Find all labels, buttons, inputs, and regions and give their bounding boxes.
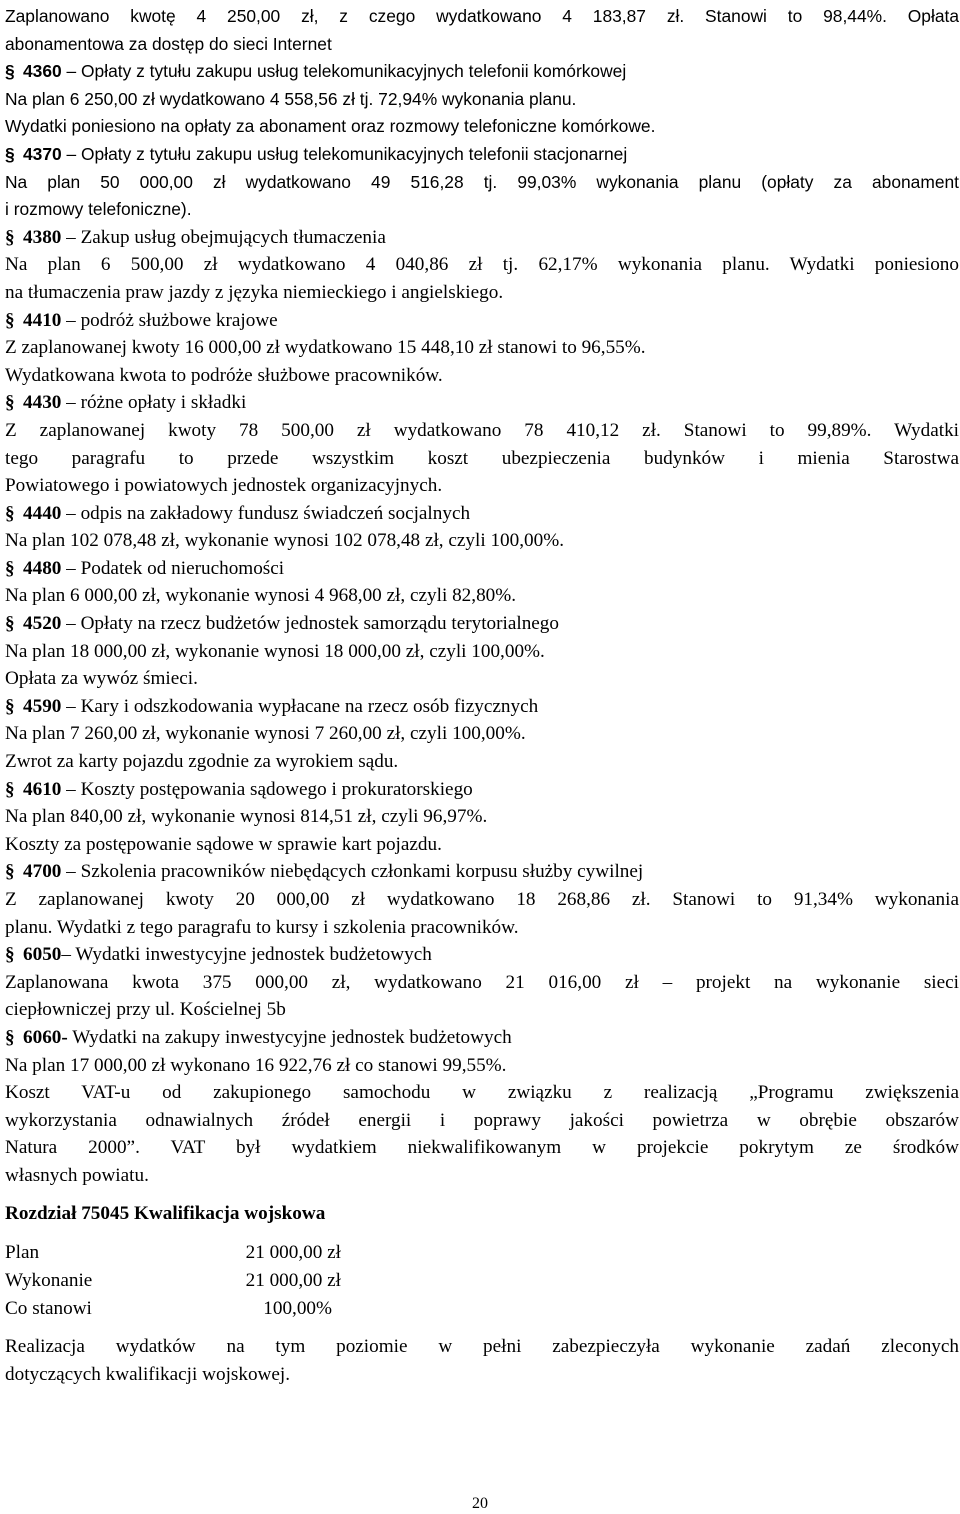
chapter-title: Rozdział 75045 Kwalifikacja wojskowa [5,1202,326,1224]
paragraph-code: 4360 [23,61,62,82]
paragraph-code: 4440 [23,502,62,524]
page-number: 20 [472,1495,488,1512]
paragraph-symbol-icon: § [5,309,15,331]
text-line: wykorzystania odnawialnych źródeł energii i poprawy jakości powietrza w obrębie obszarów [5,1109,959,1131]
summary-value: 100,00% [263,1298,332,1320]
text-line: Na plan 18 000,00 zł, wykonanie wynosi 18 000,00 zł, czyli 100,00%. [5,640,545,662]
paragraph-symbol-icon: § [5,944,15,966]
text-line: Z zaplanowanej kwoty 20 000,00 zł wydatkowano 18 268,86 zł. Stanowi to 91,34% wykonania [5,889,959,910]
text-line: Na plan 6 500,00 zł wydatkowano 4 040,86 zł tj. 62,17% wykonania planu. Wydatki poniesiono [5,254,959,276]
text-line: Koszt VAT-u od zakupionego samochodu w związku z realizacją „Programu zwiększenia [5,1082,959,1104]
text-line: Powiatowego i powiatowych jednostek organizacyjnych. [5,475,443,497]
text-line: planu. Wydatki z tego paragrafu to kursy i szkolenia pracowników. [5,916,519,938]
paragraph-code: 4700 [23,861,62,883]
section-heading-4380: § 4380 – Zakup usług obejmujących tłumaczenia [5,224,959,252]
summary-value: 21 000,00 zł [245,1242,341,1264]
text-line: Opłata za wywóz śmieci. [5,668,198,690]
text-line: Na plan 840,00 zł, wykonanie wynosi 814,51 zł, czyli 96,97%. [5,806,488,828]
section-heading-6050: § 6050– Wydatki inwestycyjne jednostek budżetowych [5,941,959,969]
paragraph-code: 6050 [23,944,62,966]
section-heading-4590: § 4590 – Kary i odszkodowania wypłacane na rzecz osób fizycznych [5,693,959,721]
paragraph-code: 4610 [23,778,62,800]
text-line: Zwrot za karty pojazdu zgodnie za wyrokiem sądu. [5,751,399,773]
summary-row-wykonanie [5,1267,959,1295]
summary-table [5,1239,959,1323]
paragraph-code: 4430 [23,392,62,414]
section-heading-4410: § 4410 – podróż służbowe krajowe [5,307,959,335]
section-heading-4360: § 4360 – Opłaty z tytułu zakupu usług telekomunikacyjnych telefonii komórkowej [5,58,959,86]
text-line: Na plan 6 000,00 zł, wykonanie wynosi 4 968,00 zł, czyli 82,80%. [5,585,517,607]
paragraph-code: 4480 [23,557,62,579]
paragraph-code: 6060- [23,1026,68,1048]
paragraph-symbol-icon: § [5,392,15,414]
section-heading-4370: § 4370 – Opłaty z tytułu zakupu usług telekomunikacyjnych telefonii stacjonarnej [5,141,959,169]
paragraph-symbol-icon: § [5,1026,15,1048]
section-heading-4480: § 4480 – Podatek od nieruchomości [5,555,959,583]
summary-row-co-stanowi [5,1295,959,1323]
summary-value: 21 000,00 zł [245,1270,341,1292]
section-heading-4520: § 4520 – Opłaty na rzecz budżetów jednostek samorządu terytorialnego [5,610,959,638]
closing-paragraph [5,1333,959,1388]
text-line: Wydatki poniesiono na opłaty za abonament oraz rozmowy telefoniczne komórkowe. [5,116,656,137]
paragraph-symbol-icon: § [5,61,15,82]
text-line: Z zaplanowanej kwoty 16 000,00 zł wydatkowano 15 448,10 zł stanowi to 96,55%. [5,337,646,359]
text-line: Na plan 7 260,00 zł, wykonanie wynosi 7 260,00 zł, czyli 100,00%. [5,723,526,745]
document-page [5,3,959,1388]
text-line: Natura 2000”. VAT był wydatkiem niekwalifikowanym w projekcie pokrytym ze środków [5,1137,959,1159]
text-line: Zaplanowano kwotę 4 250,00 zł, z czego wydatkowano 4 183,87 zł. Stanowi to 98,44%. Opłata [5,6,959,26]
paragraph-symbol-icon: § [5,613,15,635]
text-line: Na plan 6 250,00 zł wydatkowano 4 558,56 zł tj. 72,94% wykonania planu. [5,88,577,109]
paragraph-symbol-icon: § [5,695,15,717]
text-line: ciepłowniczej przy ul. Kościelnej 5b [5,999,286,1021]
paragraph-symbol-icon: § [5,502,15,524]
summary-label: Plan [5,1242,40,1264]
paragraph-code: 4370 [23,143,62,164]
text-line: dotyczących kwalifikacji wojskowej. [5,1363,291,1385]
section-heading-4610: § 4610 – Koszty postępowania sądowego i prokuratorskiego [5,776,959,804]
paragraph-symbol-icon: § [5,861,15,883]
summary-label: Wykonanie [5,1270,93,1292]
paragraph-symbol-icon: § [5,143,15,164]
paragraph-code: 4590 [23,695,62,717]
section-heading-4430: § 4430 – różne opłaty i składki [5,389,959,417]
summary-row-plan [5,1239,959,1267]
text-line: i rozmowy telefoniczne). [5,199,192,220]
text-line: na tłumaczenia praw jazdy z języka niemieckiego i angielskiego. [5,281,504,303]
paragraph-code: 4520 [23,613,62,635]
text-line: Z zaplanowanej kwoty 78 500,00 zł wydatkowano 78 410,12 zł. Stanowi to 99,89%. Wydatki [5,419,959,441]
text-line: Na plan 102 078,48 zł, wykonanie wynosi 102 078,48 zł, czyli 100,00%. [5,530,565,552]
section-heading-4700: § 4700 – Szkolenia pracowników niebędących członkami korpusu służby cywilnej [5,858,959,886]
text-line: własnych powiatu. [5,1164,149,1186]
paragraph-code: 4380 [23,226,62,248]
summary-label: Co stanowi [5,1298,92,1320]
paragraph-symbol-icon: § [5,778,15,800]
text-line: tego paragrafu to przede wszystkim koszt ubezpieczenia budynków i mienia Starostwa [5,447,959,469]
text-line: Na plan 17 000,00 zł wykonano 16 922,76 zł co stanowi 99,55%. [5,1054,507,1076]
text-line: abonamentowa za dostęp do sieci Internet [5,33,332,54]
paragraph-symbol-icon: § [5,226,15,248]
text-line: Koszty za postępowanie sądowe w sprawie kart pojazdu. [5,833,442,855]
text-line: Zaplanowana kwota 375 000,00 zł, wydatkowano 21 016,00 zł – projekt na wykonanie sieci [5,971,959,993]
text-line: Realizacja wydatków na tym poziomie w pełni zabezpieczyła wykonanie zadań zleconych [5,1336,959,1358]
text-line: Na plan 50 000,00 zł wydatkowano 49 516,28 tj. 99,03% wykonania planu (opłaty za abonament [5,171,959,192]
section-heading-4440: § 4440 – odpis na zakładowy fundusz świadczeń socjalnych [5,500,959,528]
paragraph-symbol-icon: § [5,557,15,579]
text-line: Wydatkowana kwota to podróże służbowe pracowników. [5,364,443,386]
section-heading-6060: § 6060- Wydatki na zakupy inwestycyjne jednostek budżetowych [5,1024,959,1052]
paragraph-code: 4410 [23,309,62,331]
